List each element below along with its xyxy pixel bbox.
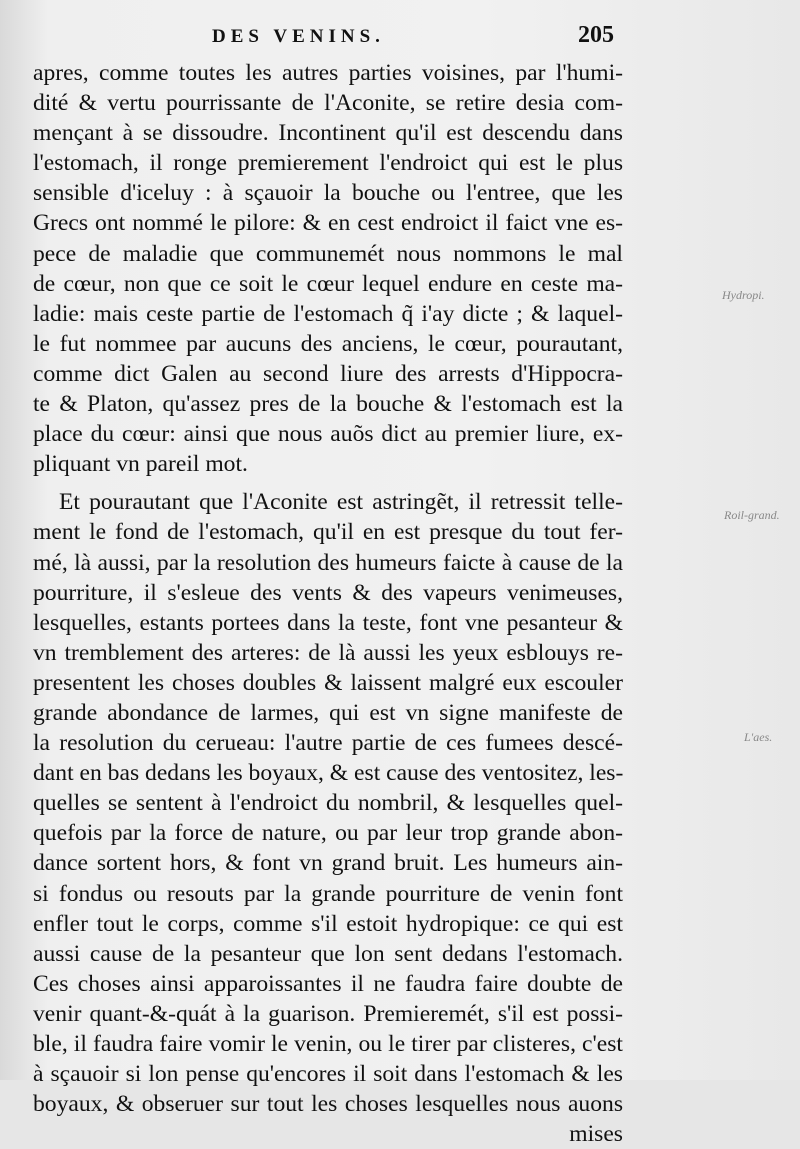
page-header [0, 18, 800, 48]
paragraph [33, 58, 623, 479]
text-line: dance sortent hors, & font vn grand bruit. Les humeurs ain- [33, 850, 623, 877]
text-line: ble, il faudra faire vomir le venin, ou le tirer par clisteres, c'est [33, 1031, 623, 1057]
text-line: mençant à se dissoudre. Incontinent qu'il est descendu dans [33, 120, 623, 147]
text-line: Ces choses ainsi apparoissantes il ne faudra faire doubte de [33, 970, 623, 997]
text-line: aussi cause de la pesanteur que lon sent dedans l'estomach. [33, 940, 623, 967]
body-text [33, 58, 623, 1149]
text-line: de cœur, non que ce soit le cœur lequel endure en ceste ma- [33, 270, 623, 297]
text-line: ment le fond de l'estomach, qu'il en est presque du tout fer- [33, 519, 623, 546]
text-line: venir quant-&-quát à la guarison. Premieremét, s'il est possi- [33, 1000, 623, 1027]
text-line: pourriture, il s'esleue des vents & des vapeurs venimeuses, [33, 579, 623, 606]
running-title: DES VENINS. [212, 26, 385, 47]
margin-note: L'aes. [744, 730, 773, 744]
text-line: le fut nommee par aucuns des anciens, le cœur, pourautant, [33, 330, 623, 357]
text-line: te & Platon, qu'assez pres de la bouche & l'estomach est la [33, 391, 623, 418]
text-line: place du cœur: ainsi que nous auõs dict au premier liure, ex- [33, 421, 623, 448]
text-line: lesquelles, estants portees dans la teste, font vne pesanteur & [33, 609, 623, 636]
text-line: mé, là aussi, par la resolution des humeurs faicte à cause de la [33, 549, 623, 576]
text-line: sensible d'iceluy : à sçauoir la bouche ou l'entree, que les [33, 180, 623, 207]
text-line: Et pourautant que l'Aconite est astringẽt, il retressit telle- [59, 489, 623, 516]
text-line: si fondus ou resouts par la grande pourriture de venin font [33, 880, 623, 907]
text-line: Grecs ont nommé le pilore: & en cest endroict il faict vne es- [33, 210, 623, 237]
text-line: quefois par la force de nature, ou par leur trop grande abon- [33, 820, 623, 847]
text-line: la resolution du cerueau: l'autre partie de ces fumees descé- [33, 730, 623, 757]
paragraph [33, 487, 623, 1119]
page-number: 205 [578, 22, 614, 48]
margin-note: Hydropi. [722, 288, 765, 302]
text-line: quelles se sentent à l'endroict du nombril, & lesquelles quel- [33, 790, 623, 817]
text-line: apres, comme toutes les autres parties voisines, par l'humi- [33, 60, 623, 86]
text-line: comme dict Galen au second liure des arrests d'Hippocra- [33, 360, 623, 387]
text-line: dité & vertu pourrissante de l'Aconite, se retire desia com- [33, 90, 623, 117]
text-line: boyaux, & obseruer sur tout les choses lesquelles nous auons [33, 1091, 623, 1118]
text-line: à sçauoir si lon pense qu'encores il soit dans l'estomach & les [33, 1061, 623, 1088]
text-line: presentent les choses doubles & laissent malgré eux escouler [33, 669, 623, 696]
text-line: grande abondance de larmes, qui est vn signe manifeste de [33, 699, 623, 726]
text-line: dant en bas dedans les boyaux, & est cause des ventositez, les- [33, 760, 624, 787]
text-line: pliquant vn pareil mot. [33, 451, 248, 478]
text-line: ladie: mais ceste partie de l'estomach q̃ i'ay dicte ; & laquel- [33, 300, 623, 327]
text-line: l'estomach, il ronge premierement l'endroict qui est le plus [33, 150, 623, 177]
catchword: mises [569, 1121, 623, 1148]
text-line: pece de maladie que communemét nous nommons le mal [33, 240, 623, 267]
text-line: vn tremblement des arteres: de là aussi les yeux esblouys re- [33, 639, 623, 666]
margin-note: Roil-grand. [724, 508, 780, 522]
text-line: enfler tout le corps, comme s'il estoit hydropique: ce qui est [33, 910, 623, 937]
